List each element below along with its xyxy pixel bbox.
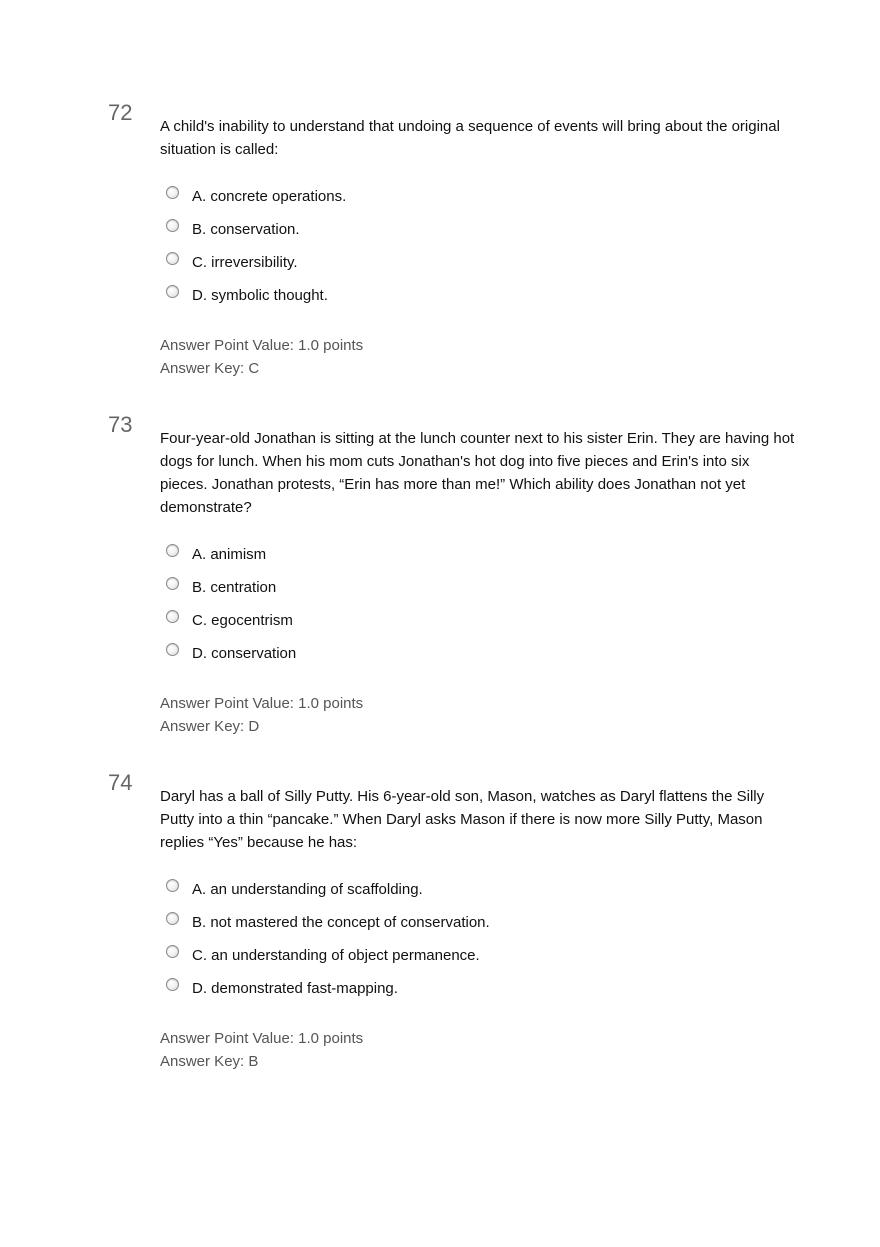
radio-button-icon[interactable] bbox=[166, 912, 179, 925]
choice-label: B. not mastered the concept of conservation. bbox=[192, 913, 490, 931]
radio-button-icon[interactable] bbox=[166, 252, 179, 265]
choice-label: A. animism bbox=[192, 545, 267, 563]
choice-label: D. conservation bbox=[192, 644, 297, 662]
choice-label: C. an understanding of object permanence. bbox=[192, 946, 480, 964]
question-text: Four-year-old Jonathan is sitting at the lunch counter next to his sister Erin. They are having hot dogs for lunch. When his mom cuts Jonathan's hot dog into five pieces and Erin's into six pieces. Jonathan protests, “Erin has more than me!” Which ability does Jonathan not yet demonstrate? bbox=[160, 430, 795, 516]
choice-c[interactable] bbox=[166, 939, 490, 972]
choice-label: D. demonstrated fast-mapping. bbox=[192, 979, 398, 997]
choice-label: C. irreversibility. bbox=[192, 253, 298, 271]
radio-button-icon[interactable] bbox=[166, 879, 179, 892]
choice-b[interactable] bbox=[166, 571, 296, 604]
point-value: Answer Point Value: 1.0 points bbox=[160, 337, 364, 354]
choice-list bbox=[166, 180, 346, 312]
question-number: 72 bbox=[108, 100, 133, 125]
choice-d[interactable] bbox=[166, 637, 296, 670]
answer-key: Answer Key: C bbox=[160, 360, 260, 377]
choice-label: B. conservation. bbox=[192, 220, 300, 238]
choice-c[interactable] bbox=[166, 604, 296, 637]
choice-label: A. concrete operations. bbox=[192, 187, 347, 205]
question-text: A child's inability to understand that undoing a sequence of events will bring about the original situation is called: bbox=[160, 118, 780, 158]
radio-button-icon[interactable] bbox=[166, 186, 179, 199]
choice-b[interactable] bbox=[166, 906, 490, 939]
choice-label: B. centration bbox=[192, 578, 277, 596]
question-number: 73 bbox=[108, 412, 133, 437]
choice-a[interactable] bbox=[166, 873, 490, 906]
choice-a[interactable] bbox=[166, 538, 296, 571]
answer-key: Answer Key: B bbox=[160, 1053, 259, 1070]
choice-a[interactable] bbox=[166, 180, 346, 213]
radio-button-icon[interactable] bbox=[166, 544, 179, 557]
choice-b[interactable] bbox=[166, 213, 346, 246]
choice-list bbox=[166, 873, 490, 1005]
radio-button-icon[interactable] bbox=[166, 219, 179, 232]
choice-label: D. symbolic thought. bbox=[192, 286, 328, 304]
choice-d[interactable] bbox=[166, 972, 490, 1005]
choice-label: A. an understanding of scaffolding. bbox=[192, 880, 423, 898]
point-value: Answer Point Value: 1.0 points bbox=[160, 1030, 364, 1047]
point-value: Answer Point Value: 1.0 points bbox=[160, 695, 364, 712]
choice-c[interactable] bbox=[166, 246, 346, 279]
choice-list bbox=[166, 538, 296, 670]
question-text: Daryl has a ball of Silly Putty. His 6-year-old son, Mason, watches as Daryl flattens the Silly Putty into a thin “pancake.” When Daryl asks Mason if there is now more Silly Putty, Mason replies “Yes” because he has: bbox=[160, 788, 765, 851]
choice-label: C. egocentrism bbox=[192, 611, 293, 629]
question-number: 74 bbox=[108, 770, 133, 795]
radio-button-icon[interactable] bbox=[166, 285, 179, 298]
radio-button-icon[interactable] bbox=[166, 643, 179, 656]
radio-button-icon[interactable] bbox=[166, 978, 179, 991]
radio-button-icon[interactable] bbox=[166, 945, 179, 958]
radio-button-icon[interactable] bbox=[166, 577, 179, 590]
answer-key: Answer Key: D bbox=[160, 718, 260, 735]
radio-button-icon[interactable] bbox=[166, 610, 179, 623]
choice-d[interactable] bbox=[166, 279, 346, 312]
